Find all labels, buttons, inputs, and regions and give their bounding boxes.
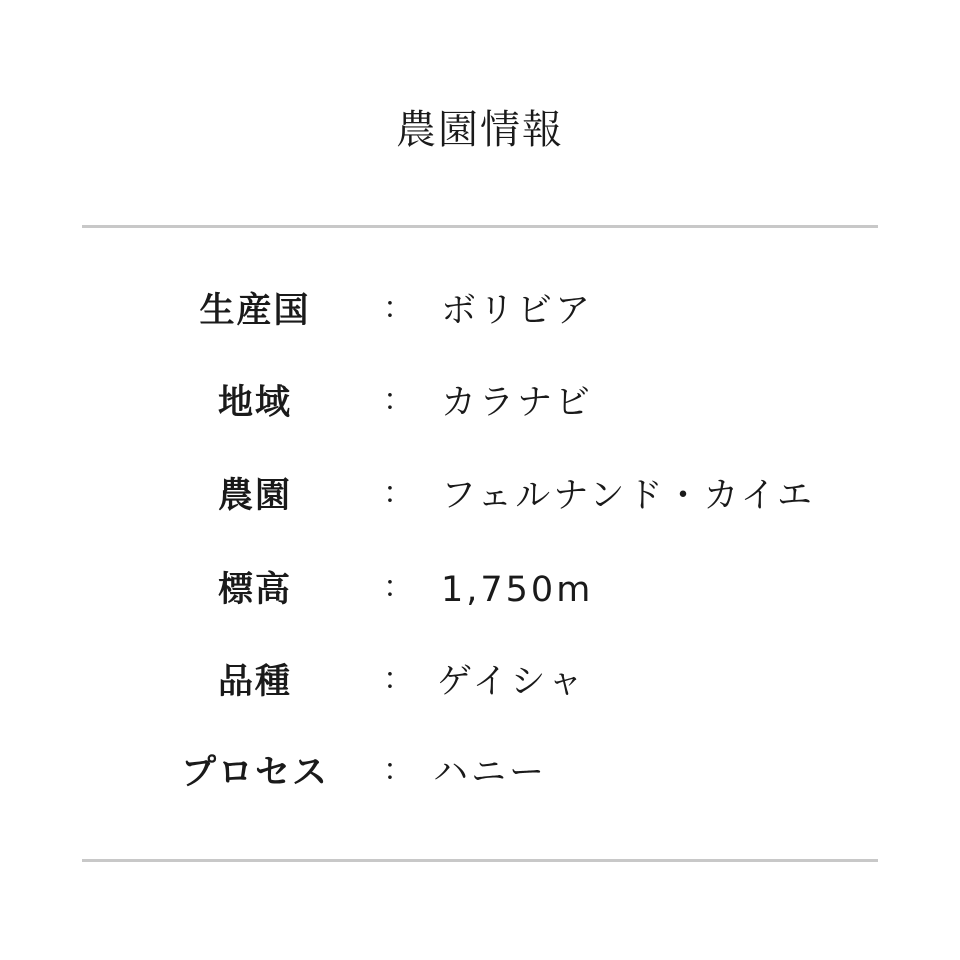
row-separator: ： [383, 662, 413, 697]
row-separator: ： [383, 570, 413, 605]
page-title: 農園情報 [396, 107, 564, 153]
top-divider [82, 225, 878, 228]
info-row-farm [0, 466, 960, 526]
row-separator: ： [383, 383, 413, 418]
row-value: フェルナンド・カイエ [441, 476, 816, 516]
info-row-altitude [0, 560, 960, 620]
row-value: ハニー [433, 753, 548, 793]
row-label: 農園 [217, 476, 292, 516]
info-row-process [0, 743, 960, 803]
row-label: プロセス [180, 753, 329, 793]
row-label: 生産国 [199, 291, 311, 331]
row-value: 1,750m [441, 570, 594, 610]
row-separator: ： [383, 476, 413, 511]
row-value: ゲイシャ [437, 662, 586, 702]
bottom-divider [82, 859, 878, 862]
row-label: 標高 [217, 570, 292, 610]
row-separator: ： [383, 753, 413, 788]
row-separator: ： [383, 291, 413, 326]
info-row-origin-country [0, 281, 960, 341]
row-value: ボリビア [441, 291, 594, 331]
row-label: 品種 [217, 662, 292, 702]
row-value: カラナビ [441, 383, 594, 423]
row-label: 地域 [217, 383, 292, 423]
info-row-region [0, 373, 960, 433]
info-row-variety [0, 652, 960, 712]
